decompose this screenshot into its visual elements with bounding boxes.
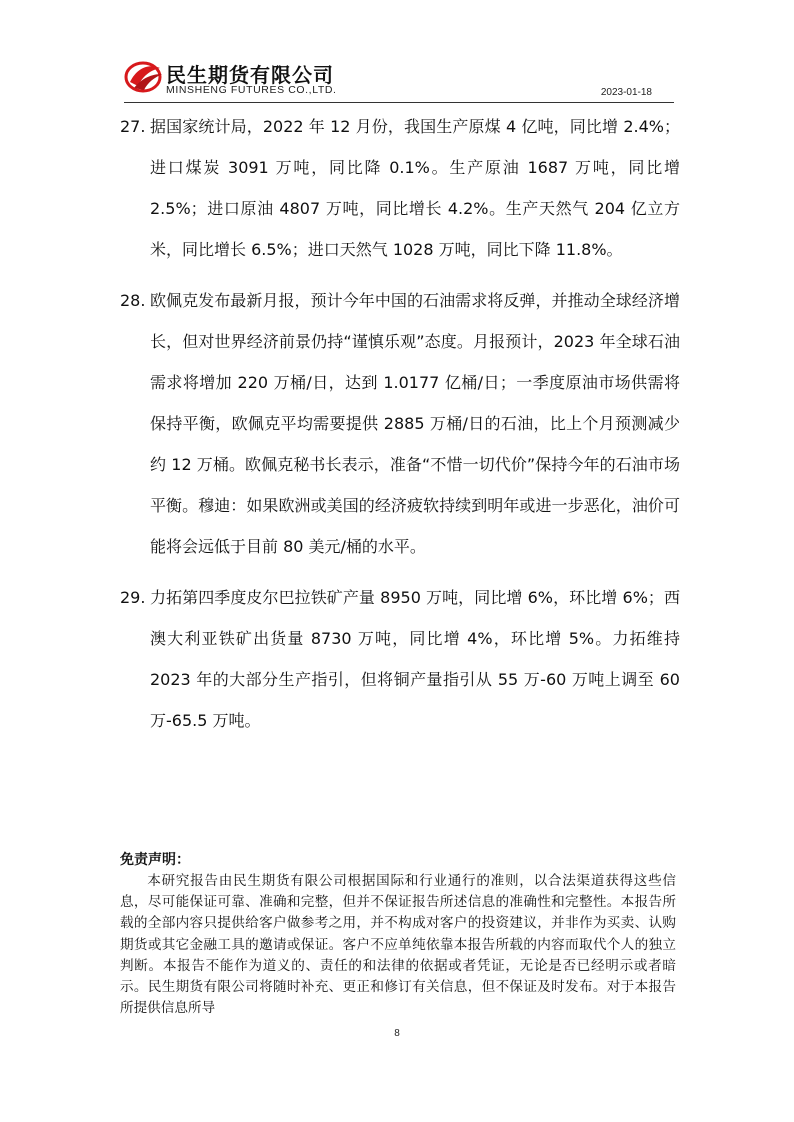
logo-chinese-name: 民生期货有限公司: [166, 63, 334, 87]
report-date: 2023-01-18: [600, 87, 652, 98]
item-number: 27.: [120, 117, 146, 136]
news-list: [120, 106, 680, 751]
minsheng-logo-icon: [124, 58, 164, 94]
disclaimer-title: 免责声明：: [120, 852, 190, 868]
item-text: 欧佩克发布最新月报，预计今年中国的石油需求将反弹，并推动全球经济增长，但对世界经济前景仍持“谨慎乐观”态度。月报预计，2023 年全球石油需求将增加 220 万桶/日，达到 1.0177 亿桶/日；一季度原油市场供需将保持平衡，欧佩克平均需要提供 2885 万桶/日的石油，比上个月预测减少约 12 万桶。欧佩克秘书长表示，准备“不惜一切代价”保持今年的石油市场平衡。穆迪：如果欧洲或美国的经济疲软持续到明年或进一步恶化，油价可能将会远低于目前 80 美元/桶的水平。: [150, 291, 680, 556]
item-text: 据国家统计局，2022 年 12 月份，我国生产原煤 4 亿吨，同比增 2.4%；进口煤炭 3091 万吨，同比降 0.1%。生产原油 1687 万吨，同比增 2.5%；进口原油 4807 万吨，同比增长 4.2%。生产天然气 204 亿立方米，同比增长 6.5%；进口天然气 1028 万吨，同比下降 11.8%。: [150, 117, 680, 259]
company-logo: [124, 56, 364, 100]
news-item-27: [120, 106, 680, 270]
item-number: 28.: [120, 291, 146, 310]
item-number: 29.: [120, 588, 146, 607]
page-number: 8: [394, 1028, 400, 1039]
news-item-29: [120, 577, 680, 741]
item-text: 力拓第四季度皮尔巴拉铁矿产量 8950 万吨，同比增 6%，环比增 6%；西澳大利亚铁矿出货量 8730 万吨，同比增 4%，环比增 5%。力拓维持 2023 年的大部分生产指引，但将铜产量指引从 55 万-60 万吨上调至 60 万-65.5 万吨。: [150, 588, 680, 730]
logo-english-name: MINSHENG FUTURES CO.,LTD.: [166, 84, 337, 96]
page-header: [124, 52, 674, 103]
disclaimer-section: [120, 850, 676, 1019]
news-item-28: [120, 280, 680, 567]
disclaimer-body: 本研究报告由民生期货有限公司根据国际和行业通行的准则，以合法渠道获得这些信息，尽可能保证可靠、准确和完整，但并不保证报告所述信息的准确性和完整性。本报告所载的全部内容只提供给客户做参考之用，并不构成对客户的投资建议，并非作为买卖、认购期货或其它金融工具的邀请或保证。客户不应单纯依靠本报告所载的内容而取代个人的独立判断。本报告不能作为道义的、责任的和法律的依据或者凭证，无论是否已经明示或者暗示。民生期货有限公司将随时补充、更正和修订有关信息，但不保证及时发布。对于本报告所提供信息所导: [120, 873, 676, 1017]
